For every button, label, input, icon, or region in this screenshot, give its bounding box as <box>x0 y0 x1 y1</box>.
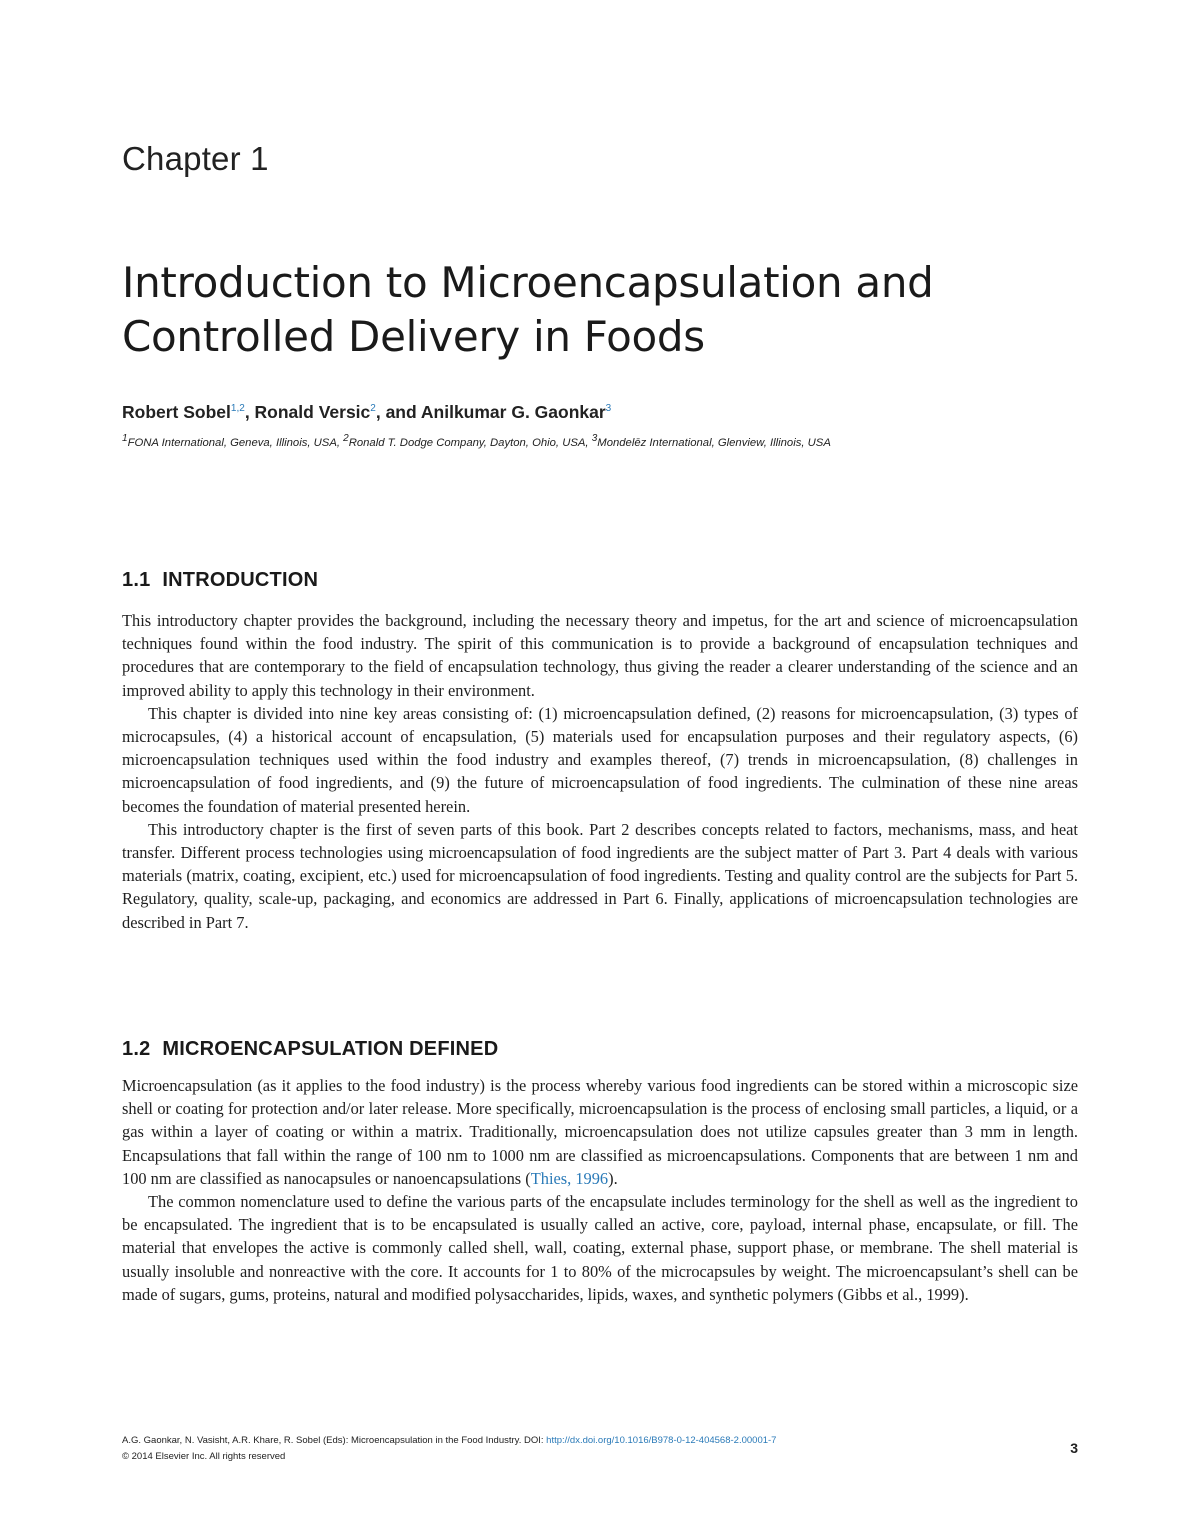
body-paragraph: This introductory chapter is the first of seven parts of this book. Part 2 describes concepts related to factors, mechanisms, mass, and heat transfer. Different process technologies using microencapsulation of food ingredients are the subject matter of Part 3. Part 4 deals with various materials (matrix, coating, excipient, etc.) used for microencapsulation of food ingredients. Testing and quality control are the subjects for Part 5. Regulatory, quality, scale-up, packaging, and economics are addressed in Part 6. Finally, applications of microencapsulation technologies are described in Part 7. <box>122 819 1078 932</box>
page-footer <box>122 1433 1078 1465</box>
affiliation-number: 2 <box>343 433 349 444</box>
body-paragraph: The common nomenclature used to define the various parts of the encapsulate includes terminology for the shell as well as the ingredient to be encapsulated. The ingredient that is to be encapsulated is usually called an active, core, payload, internal phase, encapsulate, or fill. The material that envelopes the active is commonly called shell, wall, coating, external phase, support phase, or membrane. The shell material is usually insoluble and nonreactive with the core. It accounts for 1 to 80% of the microcapsules by weight. The microencapsulant’s shell can be made of sugars, gums, proteins, natural and modified polysaccharides, lipids, waxes, and synthetic polymers (Gibbs et al., 1999). <box>122 1192 1078 1304</box>
section-number: 1.1 <box>122 569 151 591</box>
section-title: MICROENCAPSULATION DEFINED <box>162 1038 499 1060</box>
body-paragraph: This introductory chapter provides the background, including the necessary theory and impetus, for the art and science of microencapsulation techniques found within the food industry. The spirit of this communication is to provide a background of encapsulation techniques and procedures that are contemporary to the field of encapsulation technology, thus giving the reader a clearer understanding of the science and an improved ability to apply this technology in their environment. <box>122 611 1078 700</box>
body-paragraph: This chapter is divided into nine key areas consisting of: (1) microencapsulation defined, (2) reasons for microencapsulation, (3) types of microcapsules, (4) a historical account of encapsulation, (5) materials used for encapsulation purposes and their regulatory aspects, (6) microencapsulation techniques used within the food industry and examples thereof, (7) trends in microencapsulation, (8) challenges in microencapsulation of food ingredients, and (9) the future of microencapsulation of food ingredients. The culmination of these nine areas becomes the foundation of material presented herein. <box>122 703 1078 816</box>
copyright-line: © 2014 Elsevier Inc. All rights reserved <box>122 1451 286 1462</box>
affiliation-text: Mondelēz International, Glenview, Illinois, USA <box>597 436 831 449</box>
citation-link[interactable]: Thies, 1996 <box>530 1168 609 1188</box>
section-number: 1.2 <box>122 1038 151 1060</box>
section-heading <box>122 569 318 592</box>
citation-text: A.G. Gaonkar, N. Vasisht, A.R. Khare, R. Sobel (Eds): Microencapsulation in the Food Industry. DOI: <box>122 1435 547 1446</box>
author-name: , Ronald Versic <box>244 402 371 422</box>
affiliation-marker[interactable]: 1,2 <box>230 403 245 415</box>
affiliation-marker[interactable]: 3 <box>605 403 612 415</box>
citation-line <box>122 1433 1078 1449</box>
page-number: 3 <box>1070 1440 1078 1456</box>
chapter-label: Chapter 1 <box>122 140 269 177</box>
section-title: INTRODUCTION <box>162 569 319 591</box>
author-list <box>122 402 611 423</box>
affiliation-text: Ronald T. Dodge Company, Dayton, Ohio, USA, <box>348 436 592 449</box>
author-name: , and Anilkumar G. Gaonkar <box>375 402 606 422</box>
affiliation-marker[interactable]: 2 <box>370 403 376 415</box>
section-body <box>122 1074 1078 1306</box>
author-name: Robert Sobel <box>122 402 231 422</box>
paragraph-text: ). <box>608 1168 618 1188</box>
paragraph-text: Microencapsulation (as it applies to the food industry) is the process whereby various food ingredients can be stored within a microscopic size shell or coating for protection and/or later release. More specifically, microencapsulation is the process of enclosing small particles, a liquid, or a gas within a layer of coating or within a matrix. Traditionally, microencapsulation does not utilize capsules greater than 3 mm in length. Encapsulations that fall within the range of 100 nm to 1000 nm are classified as microencapsulations. Components that are between 1 nm and 100 nm are classified as nanocapsules or nanoencapsulations ( <box>122 1076 1078 1188</box>
chapter-title: Introduction to Microencapsulation and Controlled Delivery in Foods <box>122 258 934 361</box>
section-body <box>122 609 1078 934</box>
affiliation-text: FONA International, Geneva, Illinois, USA, <box>127 436 344 449</box>
doi-link[interactable]: http://dx.doi.org/10.1016/B978-0-12-404568-2.00001-7 <box>546 1435 777 1446</box>
affiliation-number: 3 <box>591 433 598 444</box>
affiliation-number: 1 <box>122 433 128 444</box>
body-paragraph <box>122 1074 1078 1190</box>
section-heading <box>122 1038 498 1061</box>
affiliations <box>122 433 831 449</box>
